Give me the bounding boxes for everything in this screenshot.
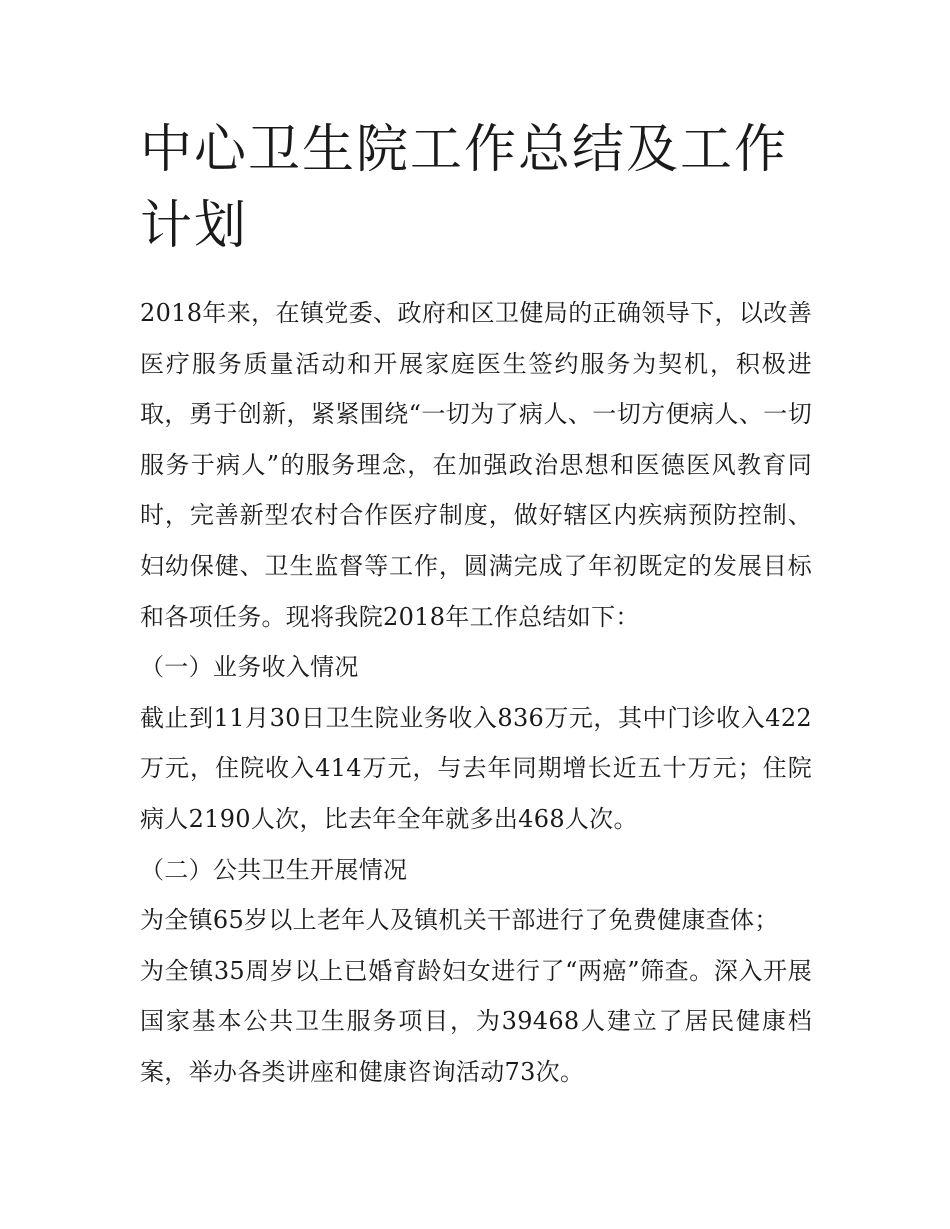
- intro-paragraph: 2018年来，在镇党委、政府和区卫健局的正确领导下，以改善医疗服务质量活动和开展家庭医生签约服务为契机，积极进取，勇于创新，紧紧围绕“一切为了病人、一切方便病人、一切服务于病人”的服务理念，在加强政治思想和医德医风教育同时，完善新型农村合作医疗制度，做好辖区内疾病预防控制、妇幼保健、卫生监督等工作，圆满完成了年初既定的发展目标和各项任务。现将我院2018年工作总结如下：: [140, 299, 812, 631]
- section-heading-public-health: （二）公共卫生开展情况: [140, 855, 408, 884]
- section-body-public-health-line-2: 为全镇35周岁以上已婚育龄妇女进行了“两癌”筛查。深入开展国家基本公共卫生服务项目，为39468人建立了居民健康档案，举办各类讲座和健康咨询活动73次。: [140, 956, 812, 1086]
- document-title: 中心卫生院工作总结及工作计划: [140, 120, 789, 256]
- document-page: [140, 112, 812, 1098]
- section-heading-income: （一）业务收入情况: [140, 653, 359, 682]
- section-body-public-health-line-1: 为全镇65岁以上老年人及镇机关干部进行了免费健康查体；: [140, 906, 779, 935]
- section-body-income: 截止到11月30日卫生院业务收入836万元，其中门诊收入422万元，住院收入414万元，与去年同期增长近五十万元；住院病人2190人次，比去年全年就多出468人次。: [140, 703, 812, 833]
- title-spacer: [140, 264, 812, 288]
